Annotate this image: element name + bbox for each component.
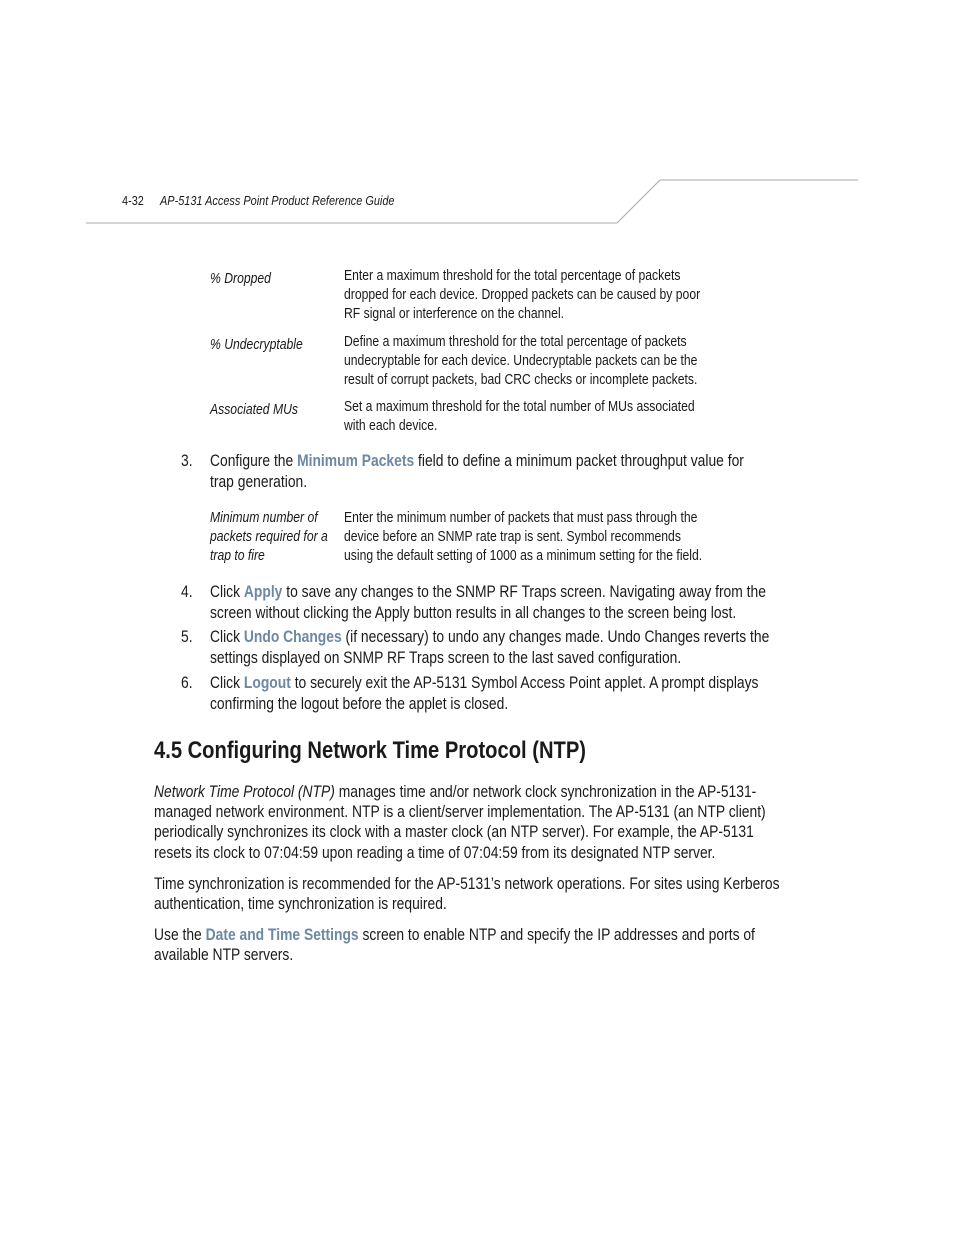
guide-title: AP-5131 Access Point Product Reference Guide [160, 193, 395, 208]
term-ntp: Network Time Protocol (NTP) [154, 783, 335, 801]
def-term-dropped: % Dropped [210, 271, 271, 287]
step-6-number: 6. [181, 674, 193, 692]
keyword-undo-changes: Undo Changes [243, 628, 342, 646]
section-title: 4.5 Configuring Network Time Protocol (NTP) [154, 737, 586, 764]
def-term-minimum-packets: Minimum number of packets required for a trap to fire [210, 510, 328, 564]
keyword-apply: Apply [243, 583, 283, 601]
def-term-associated-mus: Associated MUs [210, 402, 299, 418]
keyword-date-time-settings: Date and Time Settings [205, 926, 359, 944]
step-4-text: Click Apply to save any changes to the SNMP RF Traps screen. Navigating away from the screen without clicking the Apply button results in all changes to the screen being lost. [210, 583, 766, 622]
def-term-undecryptable: % Undecryptable [210, 337, 303, 353]
def-desc-associated-mus: Set a maximum threshold for the total number of MUs associated with each device. [344, 399, 695, 434]
step-5-number: 5. [181, 628, 193, 646]
def-desc-dropped: Enter a maximum threshold for the total percentage of packets dropped for each device. Dropped packets can be caused by poor RF signal or interference on the channel. [344, 268, 701, 322]
step-3-number: 3. [181, 452, 193, 470]
def-desc-undecryptable: Define a maximum threshold for the total percentage of packets undecryptable for each device. Undecryptable packets can be the result of corrupt packets, bad CRC checks or incomplete packets. [344, 334, 698, 388]
paragraph-date-time: Use the Date and Time Settings screen to enable NTP and specify the IP addresses and ports of available NTP servers. [154, 926, 755, 965]
def-desc-minimum-packets: Enter the minimum number of packets that must pass through the device before an SNMP rate trap is sent. Symbol recommends using the default setting of 1000 as a minimum setting for the field. [344, 510, 703, 564]
page-number: 4-32 [122, 193, 144, 208]
keyword-minimum-packets: Minimum Packets [297, 452, 415, 470]
step-5-text: Click Undo Changes (if necessary) to undo any changes made. Undo Changes reverts the settings displayed on SNMP RF Traps screen to the last saved configuration. [210, 628, 770, 667]
keyword-logout: Logout [243, 674, 291, 692]
paragraph-time-sync: Time synchronization is recommended for the AP-5131’s network operations. For sites using Kerberos authentication, time synchronization is required. [154, 875, 780, 914]
step-6-text: Click Logout to securely exit the AP-5131 Symbol Access Point applet. A prompt displays confirming the logout before the applet is closed. [210, 674, 759, 713]
step-3-text: Configure the Minimum Packets field to define a minimum packet throughput value for trap generation. [210, 452, 744, 491]
step-4-number: 4. [181, 583, 193, 601]
paragraph-ntp-intro: Network Time Protocol (NTP) manages time and/or network clock synchronization in the AP-5131- managed network environment. NTP is a client/server implementation. The AP-5131 (an NTP client) periodically synchronizes its clock with a master clock (an NTP server). For example, the AP-5131 resets its clock to 07:04:59 upon reading a time of 07:04:59 from its designated NTP server. [154, 783, 766, 862]
